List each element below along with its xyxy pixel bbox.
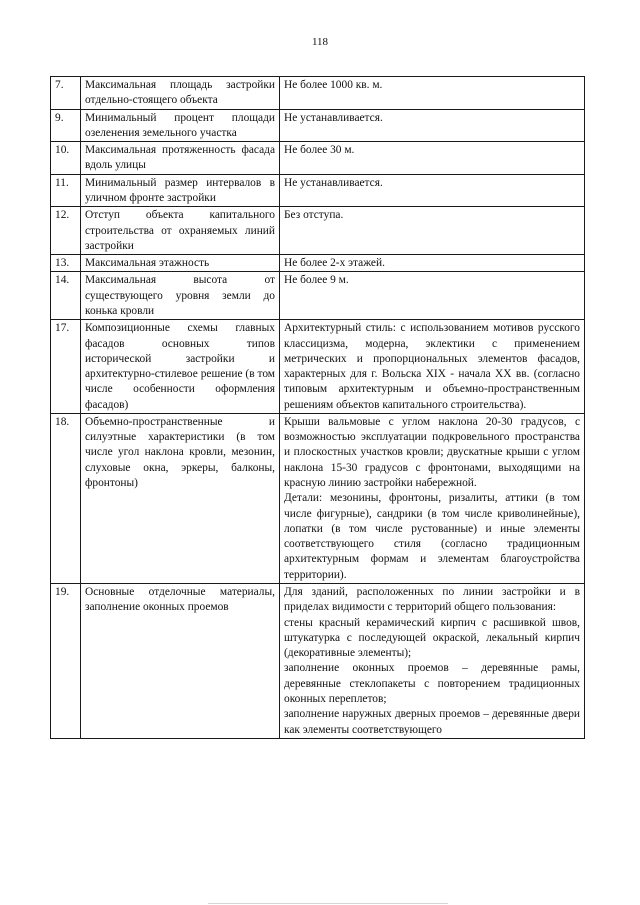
value-cell bbox=[280, 142, 585, 175]
table-row bbox=[51, 109, 585, 142]
parameter-cell: Минимальный процент площади озеленения земельного участка bbox=[81, 109, 280, 142]
row-number: 10. bbox=[51, 142, 81, 175]
value-paragraph: Для зданий, расположенных по линии застройки и в приделах видимости с территорий общего пользования: bbox=[284, 586, 580, 614]
page-edge-line bbox=[208, 903, 448, 904]
table-row bbox=[51, 142, 585, 175]
parameter-cell: Отступ объекта капитального строительства от охраняемых линий застройки bbox=[81, 207, 280, 255]
parameter-cell: Максимальная высота от существующего уровня земли до конька кровли bbox=[81, 272, 280, 320]
row-number: 19. bbox=[51, 584, 81, 739]
value-paragraph: Без отступа. bbox=[284, 209, 344, 222]
value-paragraph: Не более 1000 кв. м. bbox=[284, 79, 383, 91]
parameter-cell: Максимальная площадь застройки отдельно-стоящего объекта bbox=[81, 77, 280, 110]
parameter-cell: Максимальная этажность bbox=[81, 255, 280, 272]
value-paragraph: Не более 9 м. bbox=[284, 274, 349, 287]
row-number: 9. bbox=[51, 109, 81, 142]
value-cell bbox=[280, 272, 585, 320]
table-row bbox=[51, 272, 585, 320]
value-cell bbox=[280, 320, 585, 414]
value-paragraph: заполнение наружных дверных проемов – деревянные двери как элементы соответствующего bbox=[284, 708, 580, 736]
row-number: 11. bbox=[51, 174, 81, 207]
table-row bbox=[51, 584, 585, 739]
row-number: 14. bbox=[51, 272, 81, 320]
value-paragraph: Не более 2-х этажей. bbox=[284, 257, 385, 270]
table-row bbox=[51, 77, 585, 110]
row-number: 12. bbox=[51, 207, 81, 255]
value-paragraph: Не устанавливается. bbox=[284, 111, 383, 124]
table-row bbox=[51, 413, 585, 583]
value-paragraph: заполнение оконных проемов – деревянные рамы, деревянные стеклопакеты с повторением традиционных оконных переплетов; bbox=[284, 662, 580, 705]
table-row bbox=[51, 320, 585, 414]
table-row bbox=[51, 207, 585, 255]
value-paragraph: Не устанавливается. bbox=[284, 176, 383, 189]
table-row bbox=[51, 174, 585, 207]
parameter-cell: Композиционные схемы главных фасадов основных типов исторической застройки и архитектурно-стилевое решение (в том числе особенности оформления фасадов) bbox=[81, 320, 280, 414]
value-cell bbox=[280, 174, 585, 207]
value-cell bbox=[280, 77, 585, 110]
value-paragraph: Архитектурный стиль: с использованием мотивов русского классицизма, модерна, эклектики с применением метрических и пропорциональных элементов фасадов, характерных для г. Вольска XIX - начала XX вв. (согласно типовым архитектурным и объемно-пространственным решениям объектов капитального строительства). bbox=[284, 322, 580, 411]
parameter-cell: Объемно-пространственные и силуэтные характеристики (в том числе угол наклона кровли, мезонин, слуховые окна, эркеры, балконы, фронтоны) bbox=[81, 413, 280, 583]
row-number: 18. bbox=[51, 413, 81, 583]
parameter-cell: Минимальный размер интервалов в уличном фронте застройки bbox=[81, 174, 280, 207]
value-cell bbox=[280, 109, 585, 142]
value-cell bbox=[280, 255, 585, 272]
regulations-table bbox=[50, 76, 585, 739]
value-cell bbox=[280, 413, 585, 583]
value-paragraph: Крыши вальмовые с углом наклона 20-30 градусов, с возможностью эксплуатации подкровельного пространства и плоскостных участков кровли; двускатные крыши с углом наклона 15-30 градусов с фронтонами, выходящими на красную линию застройки набережной. bbox=[284, 415, 580, 490]
value-cell bbox=[280, 207, 585, 255]
value-paragraph: Не более 30 м. bbox=[284, 144, 355, 157]
parameter-cell: Основные отделочные материалы, заполнение оконных проемов bbox=[81, 584, 280, 739]
row-number: 17. bbox=[51, 320, 81, 414]
row-number: 13. bbox=[51, 255, 81, 272]
parameter-cell: Максимальная протяженность фасада вдоль улицы bbox=[81, 142, 280, 175]
page-number: 118 bbox=[311, 36, 329, 48]
value-paragraph: Детали: мезонины, фронтоны, ризалиты, аттики (в том числе фигурные), сандрики (в том числе криволинейные), лопатки (в том числе рустованные) и иные элементы соответствующего стиля (согласно традиционным архитектурным формам и элементам благоустройства территории). bbox=[284, 492, 580, 581]
value-paragraph: стены красный керамический кирпич с расшивкой швов, штукатурка с последующей окраской, лекальный кирпич (декоративные элементы); bbox=[284, 616, 580, 660]
row-number: 7. bbox=[51, 77, 81, 110]
table-row bbox=[51, 255, 585, 272]
value-cell bbox=[280, 584, 585, 739]
